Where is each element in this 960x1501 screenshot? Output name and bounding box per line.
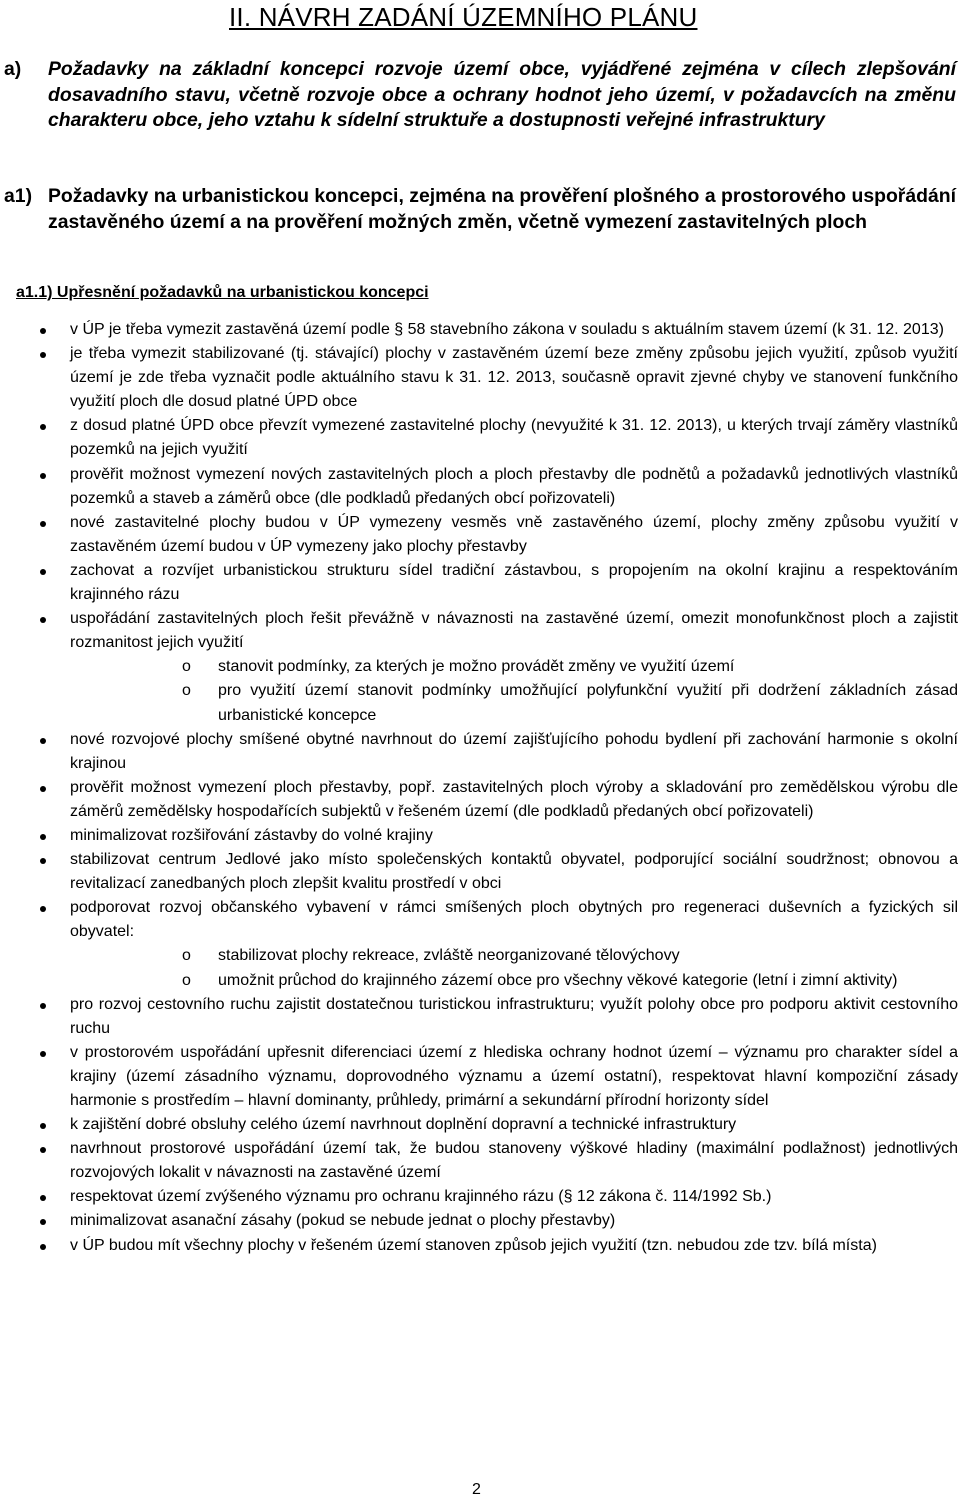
- list-item-text: podporovat rozvoj občanského vybavení v rámci smíšených ploch obytných pro regeneraci duševních a fyzických sil obyvatel:: [70, 899, 958, 941]
- list-item-text: prověřit možnost vymezení nových zastavitelných ploch a ploch přestavby dle podnětů a požadavků jednotlivých vlastníků pozemků a staveb a záměrů obce (dle podkladů předaných obcí pořizovateli): [70, 465, 958, 507]
- bullet-icon: [40, 906, 46, 912]
- bullet-icon: [40, 858, 46, 864]
- list-item-text: nové rozvojové plochy smíšené obytné navrhnout do území zajišťujícího pohodu bydlení při zachování harmonie s okolní krajinou: [70, 730, 958, 772]
- list-item-text: pro rozvoj cestovního ruchu zajistit dostatečnou turistickou infrastrukturu; využít polohy obce pro podporu aktivit cestovního ruchu: [70, 995, 958, 1037]
- circle-bullet-icon: o: [182, 658, 191, 676]
- list-item: [0, 896, 958, 992]
- list-item: [0, 414, 958, 462]
- sub-list-item-text: stanovit podmínky, za kterých je možno provádět změny ve využití území: [218, 658, 735, 676]
- list-item-text: prověřit možnost vymezení ploch přestavby, popř. zastavitelných ploch výroby a skladování pro zemědělskou výrobu dle záměrů zemědělsky hospodařících subjektů v řešeném území (dle podkladů předaných obcí pořizovateli): [70, 778, 958, 820]
- list-item-text: je třeba vymezit stabilizované (tj. stávající) plochy v zastavěném území beze změny způsobu jejich využití, způsob využití území je zde třeba vyznačit podle aktuálního stavu k 31. 12. 2013, současně opravit zjevné chyby ve stanovení funkčního využití ploch dle dosud platné ÚPD obce: [70, 345, 958, 411]
- section-a-label: a): [4, 58, 22, 80]
- sub-list-item-text: pro využití území stanovit podmínky umožňující polyfunkční využití při dodržení základních zásad urbanistické koncepce: [218, 682, 958, 724]
- sub-list-item: [70, 655, 958, 679]
- sub-list: [70, 944, 958, 992]
- list-item-text: k zajištění dobré obsluhy celého území navrhnout doplnění dopravní a technické infrastruktury: [70, 1116, 737, 1134]
- circle-bullet-icon: o: [182, 971, 191, 989]
- bullet-icon: [40, 1147, 46, 1153]
- bullet-icon: [40, 1123, 46, 1129]
- sub-list: [70, 655, 958, 727]
- list-item-text: v ÚP je třeba vymezit zastavěná území podle § 58 stavebního zákona v souladu s aktuálním stavem území (k 31. 12. 2013): [70, 321, 944, 338]
- bullet-icon: [40, 352, 46, 358]
- section-a1-heading: [4, 184, 956, 235]
- list-item: [0, 1185, 958, 1209]
- sub-list-item: [70, 679, 958, 727]
- bullet-icon: [40, 834, 46, 840]
- document-title: II. NÁVRH ZADÁNÍ ÚZEMNÍHO PLÁNU: [229, 2, 698, 32]
- bullet-icon: [40, 424, 46, 430]
- bullet-icon: [40, 1244, 46, 1250]
- page-number: 2: [472, 1481, 481, 1498]
- list-item: [0, 993, 958, 1041]
- list-item: [0, 824, 958, 848]
- list-item: [0, 318, 958, 342]
- list-item-text: zachovat a rozvíjet urbanistickou strukturu sídel tradiční zástavbou, s propojením na okolní krajinu a respektováním krajinného rázu: [70, 561, 958, 604]
- section-a1-label: a1): [4, 185, 33, 207]
- bullet-icon: [40, 328, 46, 334]
- circle-bullet-icon: o: [182, 947, 191, 965]
- list-item-text: v prostorovém uspořádání upřesnit diferenciaci území z hlediska ochrany hodnot území – významu pro charakter sídel a krajiny (území zásadního významu, doprovodného významu a území ostatní), respektovat hlavní kompoziční zásady harmonie s prostředím – hlavní dominanty, průhledy, primární a sekundární přírodní horizonty sídel: [70, 1043, 958, 1109]
- list-item-text: respektovat území zvýšeného významu pro ochranu krajinného rázu (§ 12 zákona č. 114/1992 Sb.): [70, 1188, 772, 1206]
- requirements-list: [0, 318, 958, 1258]
- bullet-icon: [40, 1051, 46, 1057]
- sub-list-item: [70, 944, 958, 968]
- list-item: [0, 848, 958, 896]
- section-a-heading: [4, 57, 956, 134]
- list-item: [0, 342, 958, 414]
- list-item: [0, 559, 958, 607]
- list-item-text: stabilizovat centrum Jedlové jako místo společenských kontaktů obyvatel, podporující sociální soudržnost; obnovou a revitalizací zanedbaných ploch zlepšit kvalitu prostředí v obci: [70, 851, 958, 893]
- list-item: [0, 1209, 958, 1233]
- bullet-icon: [40, 1003, 46, 1009]
- list-item: [0, 776, 958, 824]
- list-item: [0, 511, 958, 559]
- bullet-icon: [40, 786, 46, 792]
- bullet-icon: [40, 473, 46, 479]
- sub-list-item: [70, 969, 958, 993]
- list-item: [0, 607, 958, 727]
- list-item-text: minimalizovat asanační zásahy (pokud se nebude jednat o plochy přestavby): [70, 1212, 616, 1230]
- sub-list-item-text: umožnit průchod do krajinného zázemí obce pro všechny věkové kategorie (letní i zimní aktivity): [218, 971, 898, 989]
- list-item: [0, 1113, 958, 1137]
- bullet-icon: [40, 569, 46, 575]
- sub-list-item-text: stabilizovat plochy rekreace, zvláště neorganizované tělovýchovy: [218, 947, 680, 965]
- list-item-text: uspořádání zastavitelných ploch řešit převážně v návaznosti na zastavěné území, omezit monofunkčnost ploch a zajistit rozmanitost jejich využití: [70, 610, 958, 652]
- list-item: [0, 1041, 958, 1113]
- bullet-icon: [40, 521, 46, 527]
- bullet-icon: [40, 1195, 46, 1201]
- list-item-text: v ÚP budou mít všechny plochy v řešeném území stanoven způsob jejich využití (tzn. nebudou zde tzv. bílá místa): [70, 1236, 877, 1254]
- list-item-text: nové zastavitelné plochy budou v ÚP vymezeny vesměs vně zastavěného území, plochy změny způsobu využití v zastavěném území budou v ÚP vymezeny jako plochy přestavby: [70, 513, 958, 555]
- bullet-icon: [40, 1219, 46, 1225]
- list-item-text: minimalizovat rozšiřování zástavby do volné krajiny: [70, 826, 433, 844]
- list-item: [0, 463, 958, 511]
- subsection-a1-1-heading: a1.1) Upřesnění požadavků na urbanistickou koncepci: [16, 284, 429, 301]
- bullet-icon: [40, 617, 46, 623]
- list-item-text: navrhnout prostorové uspořádání území tak, že budou stanoveny výškové hladiny (maximální podlažnost) jednotlivých rozvojových lokalit v návaznosti na zastavěné území: [70, 1140, 958, 1182]
- circle-bullet-icon: o: [182, 682, 191, 700]
- list-item: [0, 1137, 958, 1185]
- section-a-text: Požadavky na základní koncepci rozvoje území obce, vyjádřené zejména v cílech zlepšování dosavadního stavu, včetně rozvoje obce a ochrany hodnot jeho území, v požadavcích na změnu charakteru obce, jeho vztahu k sídelní struktuře a dostupnosti veřejné infrastruktury: [48, 58, 956, 131]
- list-item-text: z dosud platné ÚPD obce převzít vymezené zastavitelné plochy (nevyužité k 31. 12. 2013), u kterých trvají záměry vlastníků pozemků na jejich využití: [70, 417, 958, 459]
- section-a1-text: Požadavky na urbanistickou koncepci, zejména na prověření plošného a prostorového uspořádání zastavěného území a na prověření možných změn, včetně vymezení zastavitelných ploch: [48, 185, 956, 233]
- list-item: [0, 1234, 958, 1258]
- bullet-icon: [40, 738, 46, 744]
- list-item: [0, 728, 958, 776]
